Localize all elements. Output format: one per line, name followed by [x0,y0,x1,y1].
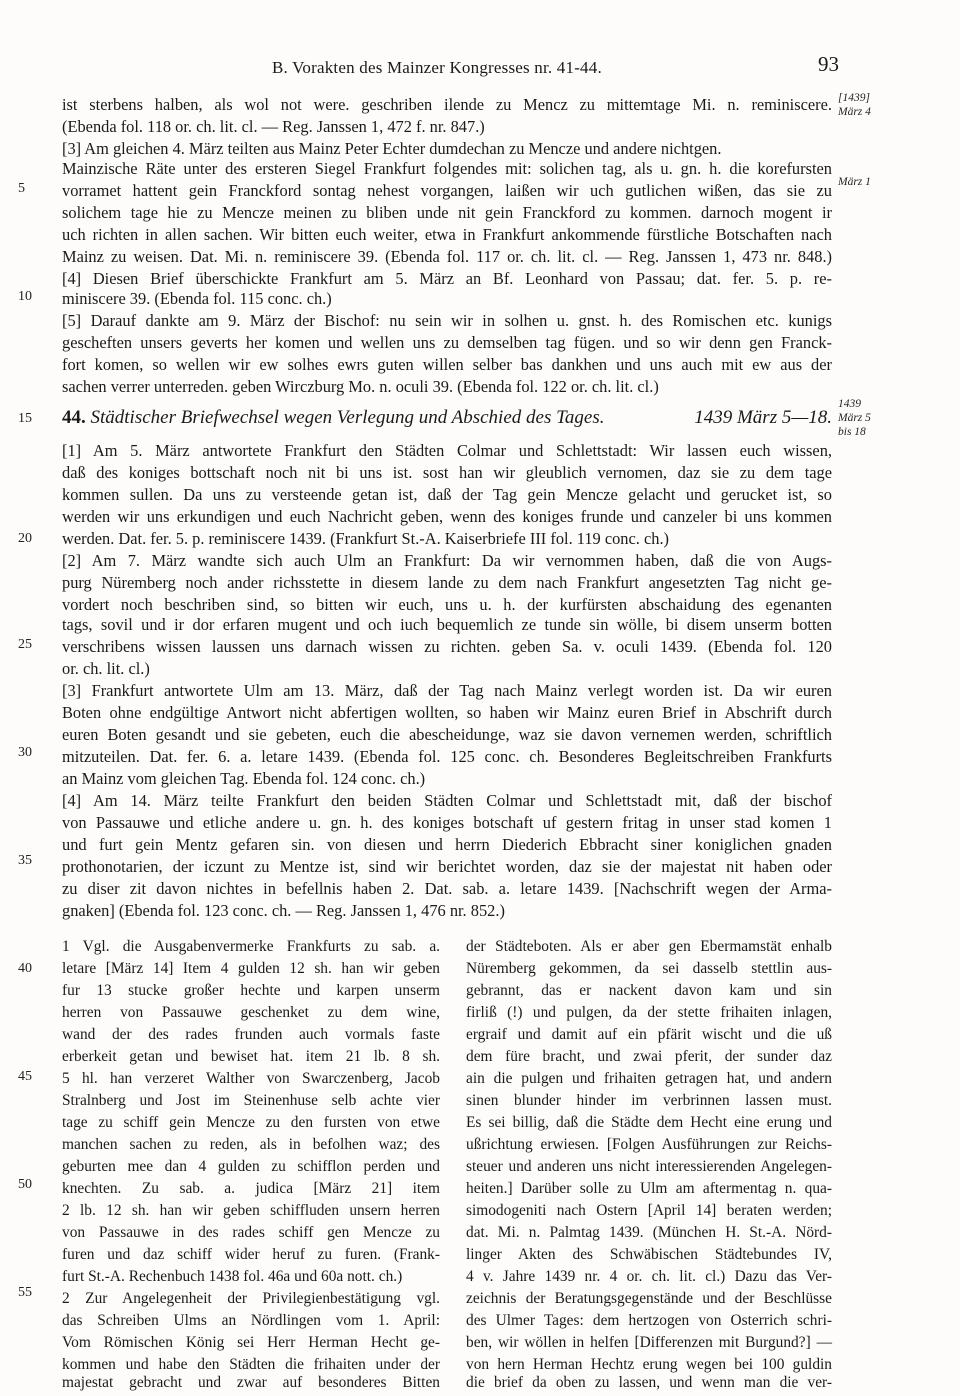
page-header [0,52,960,82]
footnote-line: kommen und habe den Städten die frihaiten under der [62,1356,440,1373]
body-line: Mainz zu weisen. Dat. Mi. n. reminiscere 39. (Ebenda fol. 117 or. ch. lit. cl. — Reg. Janssen 1, 473 nr. 848.) [62,247,832,266]
line-number: 10 [18,289,32,304]
margin-note-date: März 5 [838,412,871,424]
body-line: [4] Diesen Brief überschickte Frankfurt am 5. März an Bf. Leonhard von Passau; dat. fer. 5. p. re- [62,269,832,288]
body-line: kommen sullen. Da uns zu versteende getan ist, daß der Tag gein Mencze gelacht und gerucket ist, so [62,485,832,504]
footnote-line: ben, wir wöllen in helfen [Differenzen mit Burgund?] — [466,1334,832,1351]
line-number: 15 [18,411,32,426]
margin-note-date: bis 18 [838,426,866,438]
body-line: an Mainz vom gleichen Tag. Ebenda fol. 124 conc. ch.) [62,769,426,788]
footnote-line: zeichnis der Beratungsgegenstände und der Beschlüsse [466,1290,832,1307]
body-line: miniscere 39. (Ebenda fol. 115 conc. ch.) [62,289,332,308]
line-number: 50 [18,1177,32,1192]
footnote-line: Stralnberg und Jost im Steinenhuse selb achte vier [62,1092,440,1109]
footnote-line: 2 lb. 12 sh. han wir geben schiffluden unsern herren [62,1202,440,1219]
footnote-line: herren von Passauwe geschenket zu dem wine, [62,1004,440,1021]
footnote-line: 2 Zur Angelegenheit der Privilegienbestätigung vgl. [62,1290,440,1307]
footnote-line: geburten mee dan 4 gulden zu schifflon perden und [62,1158,440,1175]
footnote-line: ergraif und damit auf ein pfärit wischt und die uß [466,1026,832,1043]
footnote-line: furen und daz schiff wider heruf zu furen. (Frank- [62,1246,440,1263]
body-line: werden. Dat. fer. 5. p. reminiscere 1439. (Frankfurt St.-A. Kaiserbriefe III fol. 119 conc. ch.) [62,529,669,548]
body-line: Boten ohne endgültige Antwort nicht abfertigen wollten, so haben wir Mainz euren Brief in Abschrift durch [62,703,832,722]
footnote-line: das Schreiben Ulms an Nördlingen vom 1. April: [62,1312,440,1329]
footnote-line: simodogeniti nach Ostern [April 14] beraten werden; [466,1202,832,1219]
footnote-line: ain die pulgen und frihaiten getragen hat, und andern [466,1070,832,1087]
body-line: zu diser zit davon nichtes in befellnis haben 2. Dat. sab. a. letare 1439. [Nachschrift wegen der Arma- [62,879,832,898]
body-line: [2] Am 7. März wandte sich auch Ulm an Frankfurt: Da wir vernommen haben, daß die von Augs- [62,551,832,570]
footnote-line: 1 Vgl. die Ausgabenvermerke Frankfurts zu sab. a. [62,938,440,955]
footnote-line: Nüremberg gekommen, da sei dasselb stettlin aus- [466,960,832,977]
section-number: 44. [62,407,86,428]
body-line: gescheften unsers geverts her komen und wellen uns zu demselben tag fügen. und so wir denn gen Franck- [62,333,832,352]
body-line: ist sterbens halben, als wol not were. geschriben ilende zu Mencz zu mittemtage Mi. n. reminiscere. [62,95,832,114]
footnote-line: Es sei billig, daß die Städte dem Hecht eine erung und [466,1114,832,1131]
footnote-line: wand der des rades frunden auch vormals faste [62,1026,440,1043]
margin-note-date: März 4 [838,106,871,118]
body-line: [3] Frankfurt antwortete Ulm am 13. März, daß der Tag nach Mainz verlegt worden ist. Da wir euren [62,681,832,700]
body-line: solichem tage hie zu Mencze meinen zu bliben unde nit gein Franckford zu kommen. darnoch mogent ir [62,203,832,222]
body-line: von Passauwe und etliche andere u. gn. h. des koniges botschaft uf gestern fritag in unser stad komen 1 [62,813,832,832]
footnote-line: knechten. Zu sab. a. judica [März 21] item [62,1180,440,1197]
line-number: 45 [18,1069,32,1084]
running-title: B. Vorakten des Mainzer Kongresses nr. 41-44. [272,58,602,77]
footnote-line: Vom Römischen König sei Herr Herman Hecht ge- [62,1334,440,1351]
page-number: 93 [818,52,839,76]
body-line: sachen verrer unterreden. geben Wirczburg Mo. n. oculi 39. (Ebenda fol. 122 or. ch. lit. cl.) [62,377,659,396]
line-number: 25 [18,637,32,652]
footnote-line: von Passauwe in des rades schiff gen Mencze zu [62,1224,440,1241]
footnote-line: gebrannt, das er nackent davon kam und sin [466,982,832,999]
line-number: 5 [18,181,25,196]
line-number: 30 [18,745,32,760]
section-date: 1439 März 5—18. [694,407,832,428]
body-line: vorramet hattent gein Franckford sontag nehest vorgangen, laißen wir uch gutlichen wißen, das sie zu [62,181,832,200]
body-line: euren Boten gesandt und sie gebeten, euch die abescheidunge, waz sie davon vernemen werden, schriftlich [62,725,832,744]
footnote-line: dem füre bracht, und zwai pferit, der sunder daz [466,1048,832,1065]
footnote-line: die brief da oben zu lassen, und wenn man die ver- [466,1374,832,1391]
line-number: 55 [18,1285,32,1300]
margin-note-date: März 1 [838,176,871,188]
body-line: uch richten in allen sachen. Wir bitten euch weiter, etwa in Frankfurt ankommende fürstliche Botschaften nach [62,225,832,244]
line-number: 35 [18,853,32,868]
footnote-line: letare [März 14] Item 4 gulden 12 sh. han wir geben [62,960,440,977]
body-line: Mainzische Räte unter des ersteren Siegel Frankfurt folgendes mit: solichen tag, als u. gn. h. die korefursten [62,159,832,178]
footnote-line: sinen blunder hinder im verbrinnen lassen must. [466,1092,832,1109]
line-number: 40 [18,961,32,976]
footnote-line: des Ulmer Tages: dem hertzogen von Osterrich schri- [466,1312,832,1329]
footnote-line: majestat gebracht und zwar auf besonderes Bitten [62,1374,440,1391]
line-number: 20 [18,531,32,546]
body-line: mitzuteilen. Dat. fer. 6. a. letare 1439. (Ebenda fol. 125 conc. ch. Besonderes Begleitschreiben Frankfurts [62,747,832,766]
footnote-line: fur 13 stucke großer hechte und karpen unserm [62,982,440,999]
body-line: [4] Am 14. März teilte Frankfurt den beiden Städten Colmar und Schlettstadt mit, daß der bischof [62,791,832,810]
margin-note-year: 1439 [838,398,861,410]
section-title: Städtischer Briefwechsel wegen Verlegung und Abschied des Tages. [90,407,605,428]
footnote-line: 5 hl. han verzeret Walther von Swarczenberg, Jacob [62,1070,440,1087]
footnote-line: der Städteboten. Als er aber gen Ebermamstät enhalb [466,938,832,955]
footnote-line: von hern Herman Hechtz erung wegen bei 100 guldin [466,1356,832,1373]
body-line: werden wir uns erkundigen und euch Nachricht geben, wenn des koniges frunde und canzeler bi uns kommen [62,507,832,526]
body-line: fort komen, so wellen wir ew solhes ewrs guten willen selber bas dankhen und uns auch mit ew aus der [62,355,832,374]
footnote-line: ußrichtung erwiesen. [Folgen Ausführungen zur Reichs- [466,1136,832,1153]
body-line: or. ch. lit. cl.) [62,659,150,678]
footnote-line: tage zu schiff gein Mencze zu den fursten von etwe [62,1114,440,1131]
footnote-line: dat. Mi. n. Palmtag 1439. (München H. St.-A. Nörd- [466,1224,832,1241]
footnote-line: firliß (!) und pulgen, da der stette frihaiten inlagen, [466,1004,832,1021]
footnote-line: manchen sachen zu reden, als in befolhen waz; des [62,1136,440,1153]
body-line: tags, sovil und ir dor erfaren mugent und och iuch bequemlich ze tunde sin wölle, bi disem unserm botten [62,615,832,634]
footnote-line: steuer und anderen uns nicht interessierenden Angelegen- [466,1158,832,1175]
footnote-line: erberkeit getan und bewiset hat. item 21 lb. 8 sh. [62,1048,440,1065]
body-line: daß des koniges bottschaft noch nit bi uns ist. sost han wir gleublich vernomen, daz sie zu dem tage [62,463,832,482]
body-line: vordert noch beschriben sind, so bitten wir euch, uns u. h. der kurfürsten abschaidung des egenanten [62,595,832,614]
footnote-line: 4 v. Jahre 1439 nr. 4 or. ch. lit. cl.) Dazu das Ver- [466,1268,832,1285]
body-line: und furt gein Mentz gefaren sin. von diesen und herrn Diederich Ebbracht siner koniglichen gnaden [62,835,832,854]
body-line: [5] Darauf dankte am 9. März der Bischof: nu sein wir in solhen u. gnst. h. des Romischen etc. kunigs [62,311,832,330]
section-heading [62,404,832,432]
footnote-line: linger Akten des Schwäbischen Städtebundes IV, [466,1246,832,1263]
margin-note-year: [1439] [838,92,870,104]
body-line: [3] Am gleichen 4. März teilten aus Mainz Peter Echter dumdechan zu Mencze und andere nichtgen. [62,139,722,158]
body-line: gnaken] (Ebenda fol. 123 conc. ch. — Reg. Janssen 1, 476 nr. 852.) [62,901,505,920]
body-line: prothonotarien, der iczunt zu Mentze ist, sind wir berichtet worden, daz sie der majestat nit haben oder [62,857,832,876]
footnote-line: heiten.] Darüber solle zu Ulm am aftermentag n. qua- [466,1180,832,1197]
body-line: (Ebenda fol. 118 or. ch. lit. cl. — Reg. Janssen 1, 472 f. nr. 847.) [62,117,485,136]
body-line: purg Nüremberg noch ander richsstette in diesem lande zu dem nach Frankfurt angesetzten Tag nicht ge- [62,573,832,592]
footnote-line: furt St.-A. Rechenbuch 1438 fol. 46a und 60a nott. ch.) [62,1268,403,1285]
body-line: [1] Am 5. März antwortete Frankfurt den Städten Colmar und Schlettstadt: Wir lassen euch wissen, [62,441,832,460]
body-line: verschribens wissen laussen uns darnach wissen zu richten. geben Sa. v. oculi 1439. (Ebenda fol. 120 [62,637,832,656]
